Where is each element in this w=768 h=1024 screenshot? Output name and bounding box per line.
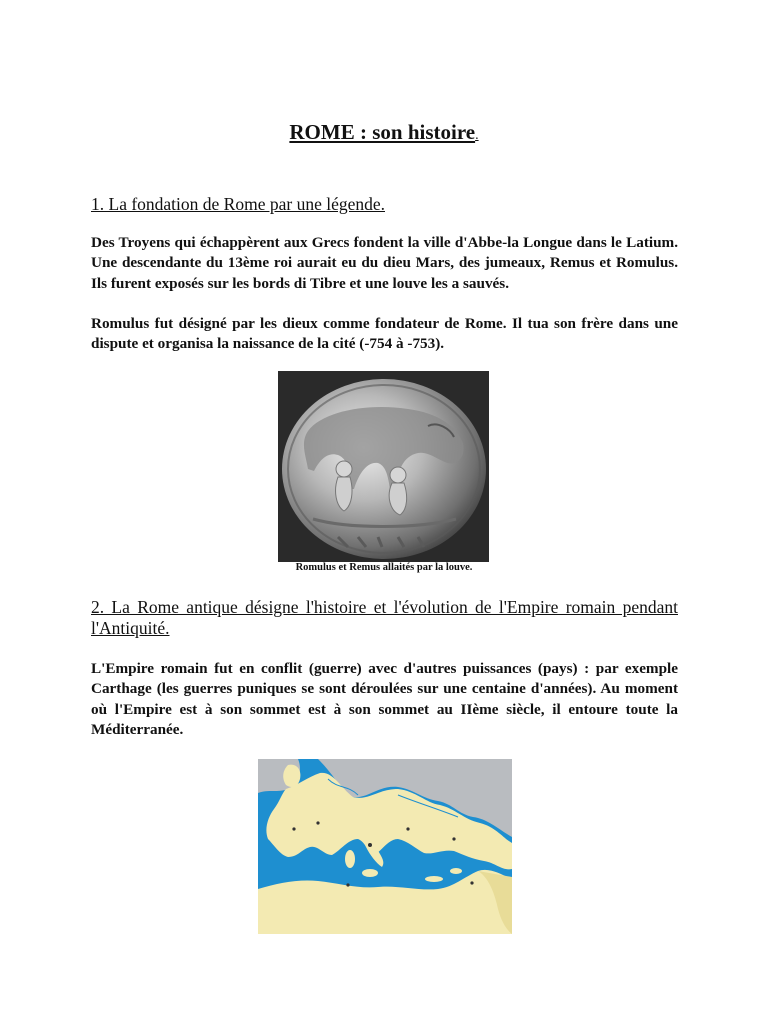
section-2-heading-text: 2. La Rome antique désigne l'histoire et l'évolution de l'Empire romain pendant l'Antiquité. [91, 597, 678, 638]
section-2-paragraph: L'Empire romain fut en conflit (guerre) avec d'autres puissances (pays) : par exemple Carthage (les guerres puniques se sont déroulées sur une centaine d'années). Au moment où l'Empire est à son sommet est à son sommet au IIème siècle, il entoure toute la Méditerranée. [91, 660, 678, 738]
section-1-paragraph-romulus: Romulus fut désigné par les dieux comme fondateur de Rome. Il tua son frère dans une dispute et organisa la naissance de la cité (-754 à -753). [91, 315, 678, 353]
page-title-period: . [475, 128, 479, 143]
section-1-heading [91, 194, 678, 215]
page-title [0, 120, 768, 145]
coin-image-caption: Romulus et Remus allaités par la louve. [295, 562, 473, 573]
section-1-paragraph-legend: Des Troyens qui échappèrent aux Grecs fondent la ville d'Abbe-la Longue dans le Latium. Une descendante du 13ème roi aurait eu du dieu Mars, des jumeaux, Remus et Romulus. Ils furent exposés sur les bords di Tibre et une louve les a sauvés. [91, 234, 678, 292]
section-2-heading [91, 597, 678, 639]
roman-empire-map-image [258, 759, 512, 934]
page-title-text: ROME : son histoire [289, 120, 476, 144]
coin-she-wolf-image [278, 371, 489, 562]
section-1-heading-text: 1. La fondation de Rome par une légende. [91, 194, 385, 214]
